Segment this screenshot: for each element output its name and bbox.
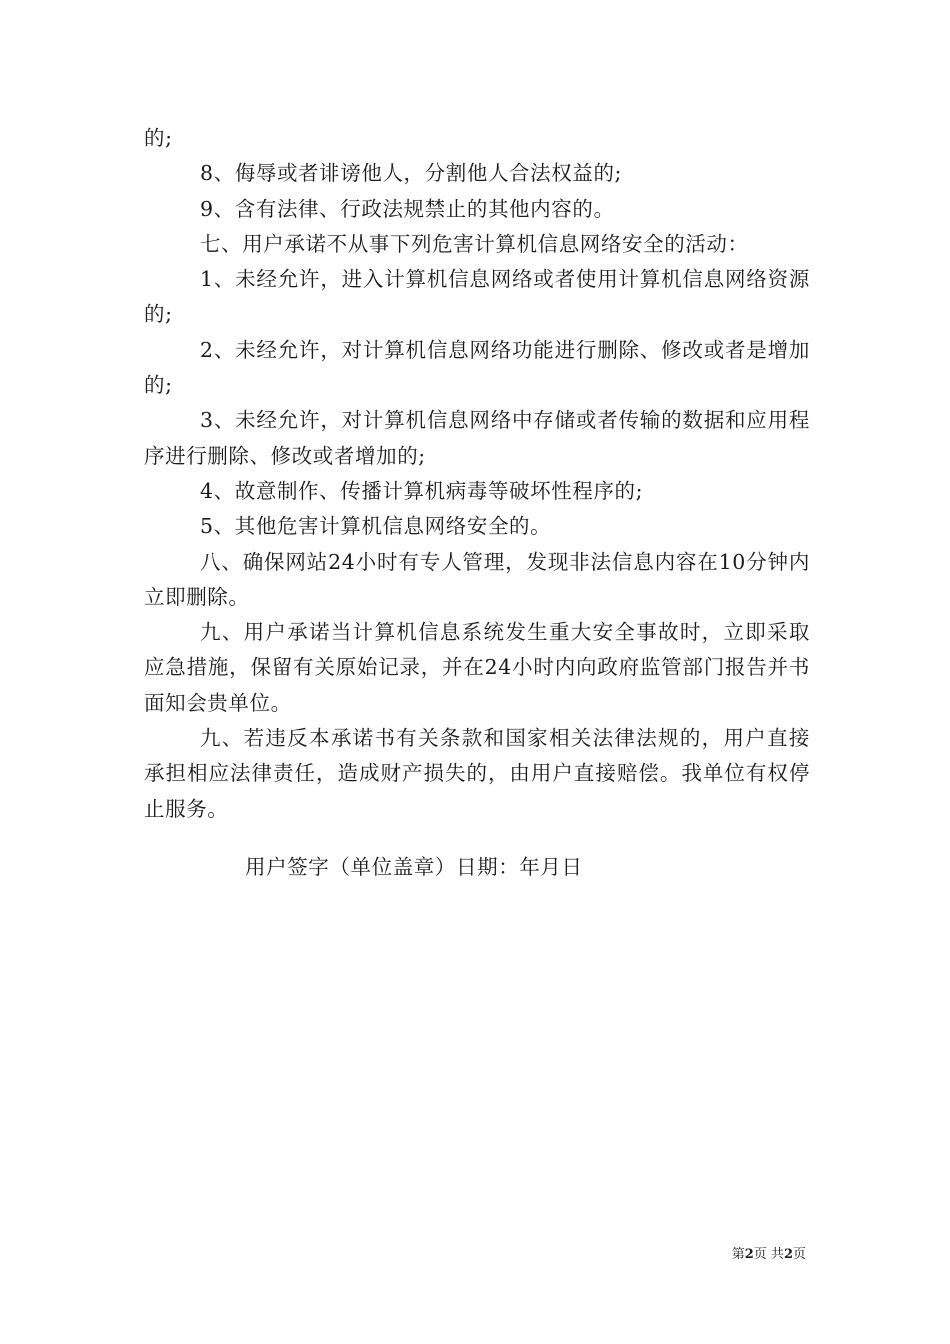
paragraph: 9、含有法律、行政法规禁止的其他内容的。 bbox=[200, 196, 615, 221]
footer-middle: 页 共 bbox=[753, 1247, 784, 1262]
paragraph: 4、故意制作、传播计算机病毒等破坏性程序的; bbox=[200, 478, 644, 503]
footer-total-pages: 2 bbox=[783, 1247, 793, 1262]
section-eight: 八、确保网站24小时有专人管理，发现非法信息内容在10分钟内立即删除。 bbox=[144, 549, 810, 609]
signature-line: 用户签字（单位盖章）日期：年月日 bbox=[245, 855, 583, 879]
paragraph: 2、未经允许，对计算机信息网络功能进行删除、修改或者是增加的; bbox=[144, 337, 810, 398]
document-body bbox=[144, 121, 810, 827]
section-nine-second: 九、若违反本承诺书有关条款和国家相关法律法规的，用户直接承担相应法律责任，造成财产损失的，由用户直接赔偿。我单位有权停止服务。 bbox=[144, 726, 810, 821]
footer-current-page: 2 bbox=[744, 1247, 754, 1262]
paragraph: 3、未经允许，对计算机信息网络中存储或者传输的数据和应用程序进行删除、修改或者增加的; bbox=[144, 408, 810, 468]
paragraph: 的; bbox=[144, 126, 173, 150]
section-nine: 九、用户承诺当计算机信息系统发生重大安全事故时，立即采取应急措施，保留有关原始记录，并在24小时内向政府监管部门报告并书面知会贵单位。 bbox=[144, 620, 810, 715]
paragraph: 1、未经允许，进入计算机信息网络或者使用计算机信息网络资源的; bbox=[144, 267, 810, 327]
page-footer bbox=[732, 1246, 806, 1264]
paragraph: 8、侮辱或者诽谤他人，分割他人合法权益的; bbox=[200, 161, 623, 186]
footer-suffix: 页 bbox=[792, 1247, 806, 1262]
footer-prefix: 第 bbox=[731, 1247, 745, 1262]
paragraph: 5、其他危害计算机信息网络安全的。 bbox=[200, 514, 552, 539]
section-heading-seven: 七、用户承诺不从事下列危害计算机信息网络安全的活动： bbox=[200, 231, 749, 256]
